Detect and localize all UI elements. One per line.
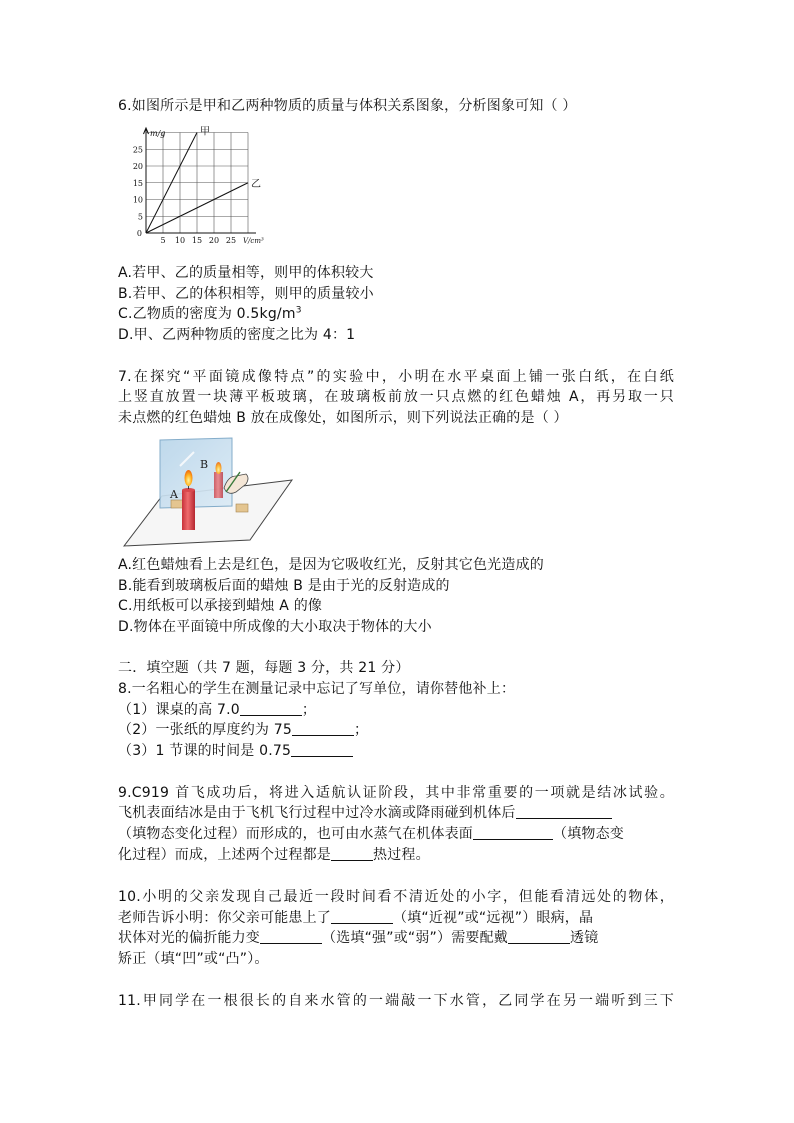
plane-mirror-figure — [120, 436, 296, 548]
q10-line2: 老师告诉小明：你父亲可能患上了 （填“近视”或“远视”）眼病，晶 — [118, 910, 594, 926]
answer-blank — [292, 721, 354, 736]
answer-blank — [240, 701, 302, 716]
y-tick-label: 15 — [132, 178, 143, 188]
support-block — [236, 504, 248, 512]
chart-axes — [144, 128, 264, 245]
label-b: B — [200, 458, 209, 471]
q7-stem-line1: 7.在探究“平面镜成像特点”的实验中，小明在水平桌面上铺一张白纸，在白纸 — [118, 369, 674, 385]
y-tick-label: 25 — [132, 145, 143, 155]
answer-blank — [331, 909, 393, 924]
q9-line4: 化过程）而成，上述两个过程都是 热过程。 — [118, 847, 430, 863]
q9-line3: （填物态变化过程）而形成的，也可由水蒸气在机体表面 （填物态变 — [118, 826, 624, 842]
x-tick-label: 25 — [225, 236, 237, 245]
q6-stem: 6.如图所示是甲和乙两种物质的质量与体积关系图象，分析图象可知（ ） — [118, 98, 577, 114]
answer-blank — [508, 929, 570, 944]
x-tick-label: 15 — [191, 236, 203, 245]
q11-line1: 11.甲同学在一根很长的自来水管的一端敲一下水管，乙同学在另一端听到三下 — [118, 993, 674, 1009]
x-tick-label: 5 — [160, 236, 166, 245]
q7-option-c: C.用纸板可以承接到蜡烛 A 的像 — [118, 598, 323, 614]
q7-stem-line3: 未点燃的红色蜡烛 B 放在成像处，如图所示，则下列说法正确的是（ ） — [118, 410, 568, 426]
support-block — [171, 500, 183, 508]
answer-blank — [516, 804, 612, 819]
q6-option-b: B.若甲、乙的体积相等，则甲的质量较小 — [118, 286, 374, 302]
q8-item-3: （3）1 节课的时间是 0.75 — [118, 742, 353, 760]
mass-volume-chart — [128, 126, 278, 248]
chart-grid — [146, 133, 248, 234]
q6-option-a: A.若甲、乙的质量相等，则甲的体积较大 — [118, 265, 374, 281]
label-a: A — [170, 488, 178, 501]
q9-line2: 飞机表面结冰是由于飞机飞行过程中过冷水滴或降雨碰到机体后 — [118, 804, 612, 822]
answer-blank — [260, 929, 322, 944]
chart-ticks — [133, 145, 236, 245]
q10-line3: 状体对光的偏折能力变 （选填“强”或“弱”）需要配戴 透镜 — [118, 930, 599, 946]
series-label-yi: 乙 — [251, 178, 261, 190]
q10-line4: 矫正（填“凹”或“凸”）。 — [118, 951, 269, 967]
answer-blank — [473, 825, 553, 840]
q7-stem-line2: 上竖直放置一块薄平板玻璃，在玻璃板前放一只点燃的红色蜡烛 A，再另取一只 — [118, 389, 674, 405]
candle-b — [214, 472, 223, 498]
q6-option-c: C.乙物质的密度为 $0.5kg/m^3$ — [118, 305, 302, 322]
y-tick-label: 10 — [132, 195, 143, 205]
x-tick-label: 10 — [174, 236, 186, 245]
q10-line1: 10.小明的父亲发现自己最近一段时间看不清近处的小字，但能看清远处的物体， — [118, 889, 674, 905]
origin-label: 0 — [136, 229, 142, 238]
y-tick-label: 20 — [132, 162, 143, 171]
series-label-jia: 甲 — [200, 126, 210, 138]
section-title: 二．填空题（共 7 题，每题 3 分，共 21 分） — [118, 660, 410, 676]
q8-item-2: （2）一张纸的厚度约为 75 ； — [118, 722, 369, 738]
y-axis-label: m/g — [150, 129, 166, 138]
q8-stem: 8.一名粗心的学生在测量记录中忘记了写单位，请你替他补上： — [118, 681, 516, 697]
answer-blank — [291, 742, 353, 757]
q8-item-1: （1）课桌的高 7.0 ； — [118, 702, 317, 718]
q7-option-b: B.能看到玻璃板后面的蜡烛 B 是由于光的反射造成的 — [118, 578, 450, 594]
y-tick-label: 5 — [137, 212, 143, 222]
q6-option-d: D.甲、乙两种物质的密度之比为 4：1 — [118, 327, 356, 343]
answer-blank — [331, 846, 373, 861]
q7-option-a: A.红色蜡烛看上去是红色，是因为它吸收红光，反射其它色光造成的 — [118, 557, 544, 573]
candle-a — [182, 490, 195, 530]
x-tick-label: 20 — [208, 236, 220, 245]
q9-line1: 9.C919 首飞成功后，将进入适航认证阶段，其中非常重要的一项就是结冰试验。 — [118, 785, 674, 801]
x-axis-label: V/cm³ — [243, 237, 264, 245]
q7-option-d: D.物体在平面镜中所成像的大小取决于物体的大小 — [118, 619, 432, 635]
